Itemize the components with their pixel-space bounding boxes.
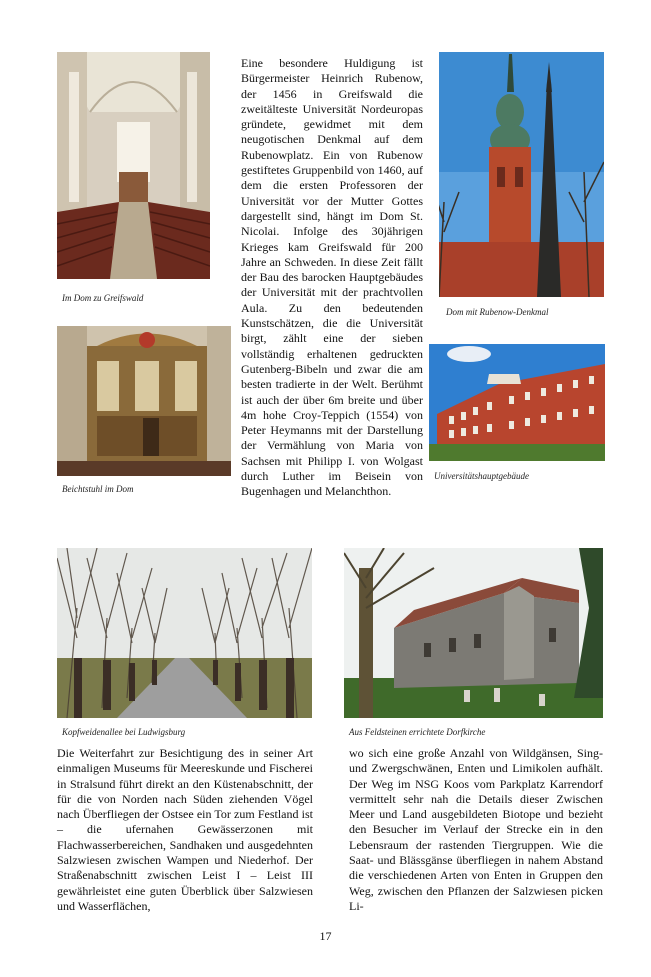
photo-university — [429, 344, 605, 461]
photo-confessional — [57, 326, 231, 476]
caption-dom-interior: Im Dom zu Greifswald — [62, 293, 144, 303]
photo-village-church — [344, 548, 603, 718]
bottom-right-paragraph: wo sich eine große Anzahl von Wildgänsen, Sing- und Zwergschwänen, Enten und Limikolen aufhält. Der Weg im NSG Koos vom Parkplatz Karrendorf vermittelt sehr nah die Details dieser Zwischen Meer und Land ausgebildeten Biotope und bezieht den Besucher im Verlauf der Strecke ein in den Lebensraum der rastenden Tiergruppen. Wie die Saat- und Blässgänse überfliegen in nahem Abstand die verschiedenen Arten von Enten in Gruppen den Weg, zwischen den Pflanzen der Salzwiesen picken Li- — [349, 746, 603, 913]
page-number: 17 — [319, 929, 332, 943]
caption-dom-rubenow: Dom mit Rubenow-Denkmal — [446, 307, 549, 317]
caption-confessional: Beichtstuhl im Dom — [62, 484, 134, 494]
photo-willow-avenue — [57, 548, 312, 718]
caption-university: Universitätshauptgebäude — [434, 471, 529, 481]
caption-village-church: Aus Feldsteinen errichtete Dorfkirche — [349, 727, 486, 737]
photo-dom-rubenow — [439, 52, 604, 297]
intro-paragraph: Eine besondere Huldigung ist Bürgermeister Heinrich Rubenow, der 1456 in Greifswald die zweitälteste Universität Nordeuropas gründete, gewidmet mit dem neugotischen Denkmal auf dem Rubenowplatz. Ein von Rubenow gestiftetes Gruppenbild von 1460, auf dem die ersten Professoren der Universität vor der Mutter Gottes dargestellt sind, hängt im Dom St. Nicolai. Infolge des 30jährigen Krieges kam Greifswald für 200 Jahre an Schweden. In diese Zeit fällt der Bau des barocken Hauptgebäudes der Universität mit der prachtvollen Aula. Zu den bedeutenden Kunstschätzen, die die Universität birgt, zählt eine der sieben vollständig erhaltenen gedruckten Gutenberg-Bibeln und zwar die am besten tradierte in der Welt. Berühmt ist auch der über 6m breite und über 4m hohe Croy-Teppich (1554) von Peter Heymanns mit der Darstellung der Vermählung von Maria von Sachsen mit Philipp I. von Wolgast durch Luther im Beisein von Bugenhagen und Melanchthon. — [241, 56, 423, 499]
caption-willow-avenue: Kopfweidenallee bei Ludwigsburg — [62, 727, 186, 737]
photo-dom-interior — [57, 52, 210, 279]
bottom-left-paragraph: Die Weiterfahrt zur Besichtigung des in seiner Art einmaligen Museums für Meereskunde und Fischerei in Stralsund führt direkt an den Küstenabschnitt, der für die von Norden nach Süden ziehenden Vögel nach Überfliegen der Ostsee ein Tor zum Festland ist – die ufernahen Gewässerzonen mit Flachwasserbereichen, Sandhaken und ausgedehnten Salzwiesen zwischen Wampen und Niederhof. Der Straßenabschnitt zwischen Leist I – Leist III gewährleistet eine guten Überblick über Salzwiesen und Wasserflächen, — [57, 746, 313, 913]
